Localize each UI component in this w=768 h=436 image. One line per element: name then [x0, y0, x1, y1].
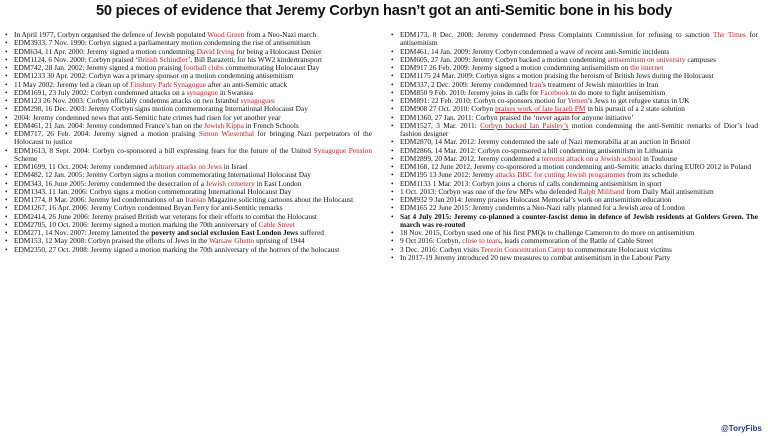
highlighted-text: British Schindler: [137, 54, 188, 64]
item-text: 9 Oct 2016: Corbyn,: [400, 236, 463, 246]
highlighted-text: David Irving: [196, 46, 235, 56]
highlighted-text: arbitrary attacks on Jews: [149, 162, 222, 171]
item-text: EDM1691, 23 July 2002: Corbyn condemned attacks on a: [14, 87, 187, 97]
highlighted-text: Iranian: [185, 195, 206, 204]
item-text: EDM173, 8 Dec. 2008: Jeremy condemned Press Complaints Commission for refusing to sanction: [400, 30, 714, 39]
item-text: EDM2870, 14 Mar. 2012: Jeremy condemned the sale of Nazi memorabilia at an auction in Bristol: [400, 137, 691, 147]
item-text: for antisemitism: [400, 30, 758, 48]
item-text: campuses: [685, 54, 716, 64]
item-text: EDM1124, 6 Nov. 2000: Corbyn praised ‘: [14, 54, 138, 64]
item-text: in Toulouse: [641, 153, 678, 163]
left-column: [4, 31, 372, 254]
item-text: EDM461, 21 Jan. 2004: Jeremy condemned France’s ban on the: [14, 120, 205, 130]
item-text: 3 Dec. 2016: Corbyn visits: [400, 244, 481, 254]
item-text: EDM298, 16 Dec. 2003: Jeremy Corbyn signs motion commemorating International Holocaust Day: [14, 104, 308, 114]
page-title: 50 pieces of evidence that Jeremy Corbyn hasn’t got an anti-Semitic bone in his body: [95, 3, 672, 19]
highlighted-text: Wood Green: [207, 30, 245, 39]
item-text: 18 Nov. 2015, Corbyn used one of his first PMQs to challenge Cameron to do more on antisemitism: [400, 228, 695, 237]
item-text: In April 1977, Corbyn organised the defence of Jewish populated: [14, 30, 208, 39]
item-text: from Daily Mail antisemitism: [624, 186, 714, 196]
evidence-item: [390, 213, 758, 230]
highlighted-text: Facebook: [540, 87, 569, 97]
item-text: in Swansea: [217, 87, 254, 97]
highlighted-text: football clubs: [183, 63, 224, 72]
item-text: suffered: [298, 228, 324, 237]
item-text: EDM3933, 7 Nov. 1990: Corbyn signed a parliamentary motion condemning the rise of antisemitism: [14, 38, 311, 48]
item-text: EDM1267, 16 Apr. 2006: Jeremy Corbyn condemned Bryan Ferry for anti-Semitic remarks: [14, 203, 283, 213]
item-text: Magazine soliciting cartoons about the Holocaust: [205, 195, 354, 204]
item-text: EDM2705, 10 Oct. 2006: Jeremy signed a motion marking the 70th anniversary of: [14, 219, 259, 229]
item-text: ’s treatment of Jewish minorities in Iran: [541, 79, 659, 89]
item-text: EDM1360, 27 Jan. 2011: Corbyn praised the ‘never again for anyone initiative’: [400, 112, 634, 122]
highlighted-text: Finsbury Park Synagogue: [130, 79, 207, 89]
item-text: for bringing Nazi perpetrators of the Holocaust to justice: [14, 129, 372, 147]
item-text: , leads commemoration of the Battle of Cable Street: [500, 236, 654, 246]
item-text: motion condemning the anti-Semitic remarks of Dior’s lead fashion designer: [400, 120, 758, 138]
item-text: EDM850 9 Feb. 2010: Jeremy joins in calls for: [400, 87, 541, 97]
item-text: EDM1774, 8 Mar. 2006: Jeremy led condemnations of an: [14, 195, 186, 204]
evidence-item: [390, 31, 758, 48]
item-text: EDM2866, 14 Mar. 2012: Corbyn co-sponsored a bill condemning antisemitism in Lithuania: [400, 145, 673, 155]
highlighted-text: Yemen: [567, 96, 588, 105]
highlighted-text: Warsaw Ghetto: [208, 236, 255, 246]
left-evidence-list: [4, 31, 372, 254]
evidence-item: [4, 246, 372, 254]
item-text: In 2017-19 Jeremy introduced 20 new measures to combat antisemitism in the Labour Party: [400, 252, 671, 262]
highlighted-text: Corbyn backed Ian Paisley’s: [480, 120, 569, 130]
item-text: EDM165 22 June 2015: Jeremy condemns a Neo-Nazi rally planned for a Jewish area of London: [400, 203, 685, 213]
item-text: ’s Jews to get refugee status in UK: [587, 96, 690, 105]
highlighted-text: synagogues: [240, 96, 275, 105]
highlighted-text: Iran: [529, 79, 542, 89]
highlighted-text: Synagogue Pension: [313, 145, 372, 155]
highlighted-text: Cable Street: [258, 219, 295, 229]
item-text: EDM1175 24 Mar. 2009: Corbyn signs a motion praising the heroism of British Jews during the Holocaust: [400, 71, 714, 81]
item-text: EDM634, 11 Apr. 2000: Jeremy signed a motion condemning: [14, 46, 197, 56]
highlighted-text: Jewish Kippa: [204, 120, 244, 130]
highlighted-text: terrorist attack on a Jewish school: [541, 153, 642, 163]
item-text: after an anti-Semitic attack: [206, 79, 288, 89]
item-text: EDM908 27 Oct. 2010: Corbyn: [400, 104, 496, 114]
item-text: EDM1613, 8 Sept. 2004: Corbyn co-sponsored a bill expressing fears for the future of the United: [14, 145, 314, 155]
item-text: in French Schools: [243, 120, 299, 130]
item-text: in East London: [254, 178, 302, 188]
item-text: EDM1233 30 Apr. 2002: Corbyn was a primary sponsor on a motion condemning antisemitism: [14, 71, 294, 81]
item-text: 1 Oct. 2013: Corbyn was one of the few MPs who defended: [400, 186, 579, 196]
evidence-item: [4, 130, 372, 147]
item-text: EDM271, 14 Nov. 2007: Jeremy lamented the: [14, 228, 152, 237]
highlighted-text: Ralph Miliband: [578, 186, 625, 196]
evidence-item: [390, 254, 758, 262]
item-text: EDM1527, 3 Mar. 2011:: [400, 120, 481, 130]
item-text: EDM337, 2 Dec. 2009: Jeremy condemned: [400, 79, 530, 89]
item-text: EDM742, 28 Jan. 2002: Jeremy signed a motion praising: [14, 63, 184, 72]
highlighted-text: attacks BBC for cutting Jewish programmes: [495, 170, 626, 180]
highlighted-text: Terezin Concentration Camp: [480, 244, 566, 254]
item-text: EDM717, 26 Feb. 2004: Jeremy signed a motion praising: [14, 129, 199, 138]
item-text: EDM153, 12 May 2008: Corbyn praised the efforts of Jews in the: [14, 236, 209, 246]
item-text: EDM168, 12 June 2012, Jeremy co-sponsored a motion condemning anti-Semitic attacks during EURO 2012 in Poland: [400, 162, 752, 171]
highlighted-text: antisemitism on university: [607, 54, 686, 64]
item-text: in his pursuit of a 2 state solution: [585, 104, 685, 114]
item-text: EDM461, 14 Jan. 2009: Jeremy Corbyn condemned a wave of recent anti-Semitic incidents: [400, 46, 670, 56]
item-text: EDM932 9 Jan 2014: Jeremy praises Holocaust Memorial’s work on antisemitism education: [400, 195, 672, 204]
item-text: EDM1343, 11 Jan. 2006: Corbyn signs a motion commemorating International Holocaust Day: [14, 186, 292, 196]
right-evidence-list: [390, 31, 758, 262]
highlighted-text: The Times: [713, 30, 746, 39]
highlighted-text: Jewish cemetery: [205, 178, 255, 188]
highlighted-text: praises work of late Israeli PM: [495, 104, 586, 114]
item-text: in Israel: [221, 162, 248, 171]
bold-text: Sat 4 July 2015: Jeremy co-planned a counter-fascist demo in defence of Jewish residents at Golders Green. The march was re-routed: [400, 211, 758, 229]
item-text: for being a Holocaust Denier: [234, 46, 322, 56]
item-text: from a Neo-Nazi march: [244, 30, 317, 39]
item-text: EDM343, 16 June 2005: Jeremy condemned the desecration of a: [14, 178, 206, 188]
item-text: EDM917 26 Feb. 2009: Jeremy signed a motion condemning antisemitism on: [400, 63, 631, 72]
item-text: EDM2899, 20 Mar. 2012, Jeremy condemned a: [400, 153, 542, 163]
evidence-item: [4, 147, 372, 164]
evidence-item: [390, 122, 758, 139]
item-text: EDM1133 1 Mar. 2013: Corbyn joins a chorus of calls condemning antisemitism in sport: [400, 178, 662, 188]
highlighted-text: Simon Wiesenthal: [198, 129, 255, 138]
item-text: EDM1699, 11 Oct. 2004: Jeremy condemned: [14, 162, 150, 171]
item-text: EDM605, 27 Jan. 2009: Jeremy Corbyn backed a motion condemning: [400, 54, 608, 64]
item-text: EDM123 26 Nov. 2003: Corbyn officially condemns attacks on two Istanbul: [14, 96, 241, 105]
item-text: EDM482, 12 Jan. 2005: Jeremy Corbyn signs a motion commemorating International Holocaust Day: [14, 170, 311, 180]
item-text: uprising of 1944: [254, 236, 305, 246]
item-text: Scheme: [14, 153, 38, 163]
item-text: to do more to fight antisemitism: [568, 87, 666, 97]
highlighted-text: the internet: [630, 63, 664, 72]
item-text: EDM195 13 June 2012: Jeremy: [400, 170, 496, 180]
item-text: from its schedule: [625, 170, 678, 180]
item-text: 11 May 2002: Jeremy led a clean up of: [14, 79, 131, 89]
item-text: EDM2414, 26 June 2006: Jeremy praised British war veterans for their efforts to combat the Holocaust: [14, 211, 317, 221]
item-text: ’, Bill Barazetti, for his WW2 kindertransport: [187, 54, 322, 64]
bold-text: poverty and social exclusion East London Jews: [151, 228, 299, 237]
item-text: commemorating Holocaust Day: [223, 63, 320, 72]
highlighted-text: close to tears: [462, 236, 501, 246]
highlighted-text: synagogue: [186, 87, 218, 97]
right-column: [390, 31, 758, 262]
item-text: 2004: Jeremy condemned news that anti-Semitic hate crimes had risen for yet another year: [14, 112, 281, 122]
twitter-handle: @ToryFibs: [721, 424, 762, 433]
item-text: EDM2350, 27 Oct. 2008: Jeremy signed a motion marking the 70th anniversary of the horrors of the holocaust: [14, 244, 340, 254]
item-text: to commemorate Holocaust victims: [565, 244, 672, 254]
item-text: EDM891: 22 Feb. 2010: Corbyn co-sponsors motion for: [400, 96, 568, 105]
